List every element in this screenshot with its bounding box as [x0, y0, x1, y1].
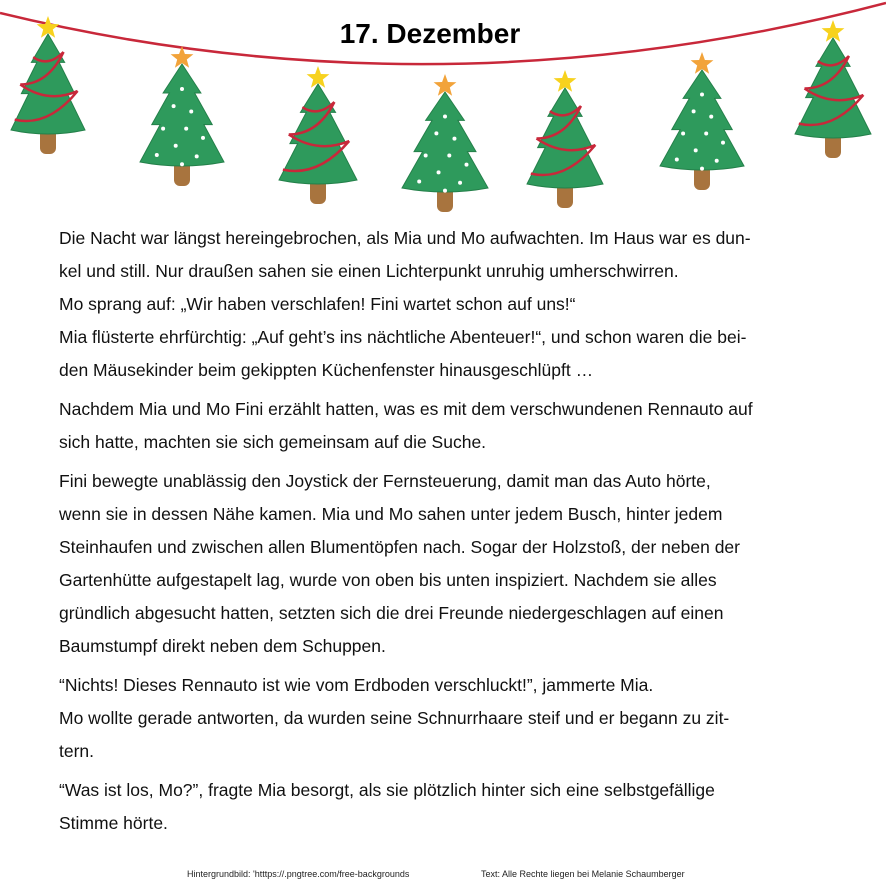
tree-ornament: [443, 115, 447, 119]
tree-ornament: [155, 153, 159, 157]
story-line: gründlich abgesucht hatten, setzten sich die drei Freunde niedergeschlagen auf einen: [59, 603, 724, 623]
tree-ornament: [715, 159, 719, 163]
story-paragraph: [59, 774, 829, 840]
tree-ornament: [458, 181, 462, 185]
tree-ornament: [675, 158, 679, 162]
story-line: Steinhaufen und zwischen allen Blumentöpfen nach. Sogar der Holzstoß, der neben der: [59, 537, 740, 557]
tree-ornament: [417, 180, 421, 184]
tree-ornament: [465, 163, 469, 167]
tree-ornament: [189, 109, 193, 113]
tree-body: [140, 64, 224, 166]
page-title: 17. Dezember: [339, 18, 521, 49]
christmas-tree: [660, 52, 744, 190]
tree-ornament: [473, 191, 477, 195]
story-line: tern.: [59, 741, 95, 761]
tree-ornament: [184, 127, 188, 131]
tree-ornament: [700, 93, 704, 97]
background-credit: Hintergrundbild: 'htttps://.pngtree.com/free-backgrounds: [187, 869, 410, 879]
tree-ornament: [172, 104, 176, 108]
story-line: wenn sie in dessen Nähe kamen. Mia und Mo sahen unter jedem Busch, hinter jedem: [59, 504, 723, 524]
tree-ornament: [721, 141, 725, 145]
story-line: “Nichts! Dieses Rennauto ist wie vom Erdboden verschluckt!”, jammerte Mia.: [59, 675, 654, 695]
story-paragraph: [59, 222, 829, 387]
tree-ornament: [709, 115, 713, 119]
tree-body: [402, 92, 488, 192]
story-text: [59, 222, 829, 846]
tree-ornament: [201, 136, 205, 140]
story-line: Stimme hörte.: [59, 813, 168, 833]
story-line: sich hatte, machten sie sich gemeinsam auf die Suche.: [59, 432, 487, 452]
tree-ornament: [424, 154, 428, 158]
story-line: Baumstumpf direkt neben dem Schuppen.: [59, 636, 386, 656]
christmas-tree: [527, 70, 603, 208]
story-line: kel und still. Nur draußen sahen sie einen Lichterpunkt unruhig umherschwirren.: [59, 261, 679, 281]
christmas-tree: [402, 74, 488, 212]
tree-ornament: [681, 132, 685, 136]
tree-ornament: [165, 168, 169, 172]
tree-ornament: [685, 172, 689, 176]
tree-ornament: [161, 127, 165, 131]
tree-ornament: [704, 132, 708, 136]
tree-ornament: [180, 87, 184, 91]
tree-ornament: [180, 162, 184, 166]
tree-ornament: [729, 169, 733, 173]
tree-ornament: [443, 189, 447, 193]
story-line: Die Nacht war längst hereingebrochen, als Mia und Mo aufwachten. Im Haus war es dun-: [59, 228, 751, 248]
text-credit: Text: Alle Rechte liegen bei Melanie Schaumberger: [481, 869, 685, 879]
story-line: Gartenhütte aufgestapelt lag, wurde von oben bis unten inspiziert. Nachdem sie alles: [59, 570, 717, 590]
tree-ornament: [700, 167, 704, 171]
tree-ornament: [174, 144, 178, 148]
tree-ornament: [209, 165, 213, 169]
story-line: “Was ist los, Mo?”, fragte Mia besorgt, als sie plötzlich hinter sich eine selbstgefällige: [59, 780, 715, 800]
tree-ornament: [437, 170, 441, 174]
tree-ornament: [195, 154, 199, 158]
tree-ornament: [452, 137, 456, 141]
story-line: Mo wollte gerade antworten, da wurden seine Schnurrhaare steif und er begann zu zit-: [59, 708, 730, 728]
story-line: Nachdem Mia und Mo Fini erzählt hatten, was es mit dem verschwundenen Rennauto auf: [59, 399, 753, 419]
story-line: Mo sprang auf: „Wir haben verschlafen! Fini wartet schon auf uns!“: [59, 294, 576, 314]
tree-body: [660, 70, 744, 170]
story-line: Mia flüsterte ehrfürchtig: „Auf geht’s ins nächtliche Abenteuer!“, und schon waren die bei-: [59, 327, 747, 347]
story-paragraph: [59, 669, 829, 768]
story-paragraph: [59, 465, 829, 663]
tree-ornament: [692, 109, 696, 113]
christmas-tree: [279, 66, 357, 204]
christmas-tree: [140, 46, 224, 186]
tree-ornament: [428, 194, 432, 198]
story-line: Fini bewegte unablässig den Joystick der Fernsteuerung, damit man das Auto hörte,: [59, 471, 711, 491]
story-paragraph: [59, 393, 829, 459]
story-line: den Mäusekinder beim gekippten Küchenfenster hinausgeschlüpft …: [59, 360, 594, 380]
tree-ornament: [694, 148, 698, 152]
tree-ornament: [447, 154, 451, 158]
tree-ornament: [434, 131, 438, 135]
